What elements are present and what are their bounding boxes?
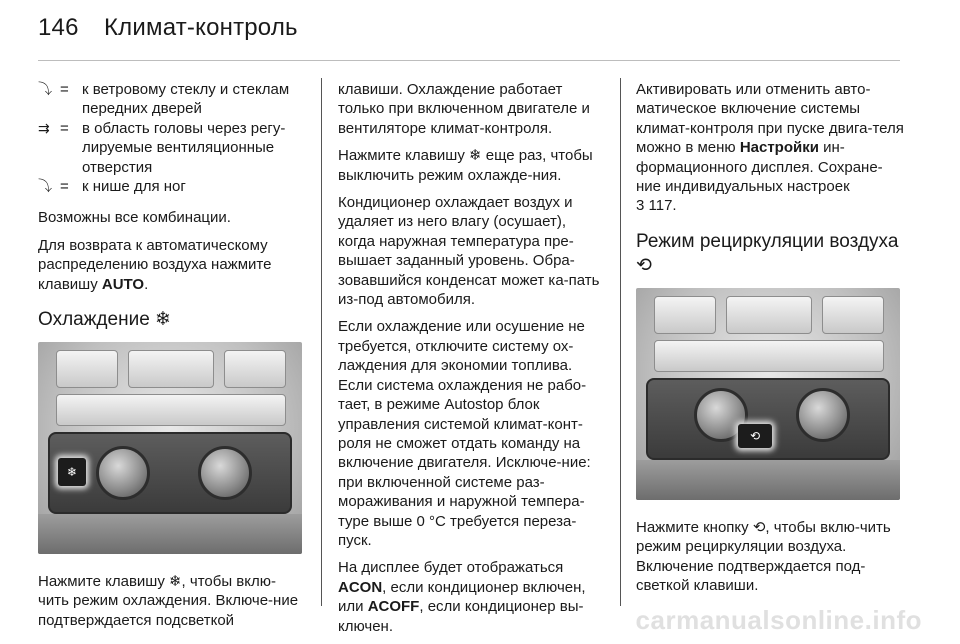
paragraph: Для возврата к автоматическому распределению воздуха нажмите клавишу AUTO.	[38, 236, 272, 293]
climate-panel-photo-recirculation	[636, 288, 900, 500]
caption: Нажмите кнопку ⟲, чтобы вклю-чить режим рециркуляции воздуха. Включение подтверждается под-светкой клавиши.	[636, 518, 891, 595]
snowflake-icon: ❄	[155, 309, 171, 331]
paragraph: клавиши. Охлаждение работает только при включенном двигателе и вентиляторе климат-контроля.	[338, 81, 590, 137]
header-rule	[38, 60, 900, 61]
paragraph: Возможны все комбинации.	[38, 209, 231, 227]
recirculation-icon: ⟲	[738, 424, 772, 448]
footwell-icon: ⤵	[38, 178, 52, 195]
section-heading-cooling: Охлаждение ❄	[38, 309, 171, 331]
column-divider-1	[321, 78, 322, 606]
column-3	[636, 80, 904, 603]
paragraph: Кондиционер охлаждает воздух и удаляет из него влагу (осушает), когда наружная температура пре-вышает заданный уровень. Обра-зовавшийся конденсат может ка-пать из-под автомобиля.	[338, 194, 600, 309]
def-head: ⇉ = в область головы через регу-лируемые вентиляционные отверстия	[38, 119, 286, 176]
paragraph: На дисплее будет отображаться ACON, если кондиционер включен, или ACOFF, если кондиционер вы-ключен.	[338, 559, 586, 635]
def-feet: ⤵ = к нише для ног	[38, 178, 186, 196]
def-windscreen: ⤵ = к ветровому стеклу и стеклам передних дверей	[38, 81, 290, 118]
section-heading-recirculation: Режим рециркуляции воздуха ⟲	[636, 230, 899, 276]
page-title: Климат-контроль	[104, 14, 298, 41]
page-header	[38, 14, 298, 42]
page-reference: 3 117.	[636, 197, 677, 215]
snowflake-icon: ❄	[58, 458, 86, 486]
paragraph: Активировать или отменить авто-матическое включение системы климат-контроля при пуске двига-теля можно в меню Настройки ин-формационного дисплея. Сохране-ние индивидуальных настроек 3 117.	[636, 81, 904, 215]
column-1	[38, 80, 304, 638]
column-2	[338, 80, 606, 644]
column-divider-2	[620, 78, 621, 606]
caption: Нажмите клавишу ❄, чтобы вклю-чить режим охлаждения. Включе-ние подтверждается подсветкой	[38, 573, 299, 629]
paragraph: Нажмите клавишу ❄ еще раз, чтобы выключить режим охлажде-ния.	[338, 147, 593, 184]
windscreen-icon: ⤵	[38, 81, 52, 97]
page-number: 146	[38, 14, 79, 41]
climate-panel-photo-cooling	[38, 342, 302, 554]
paragraph: Если охлаждение или осушение не требуется, отключите систему ох-лаждения для экономии топлива. Если система охлаждения не рабо-тает, в режиме Autostop блок управления системой климат-конт-роля не сможет отдать команду на включение двигателя. Исключе-ние: при включенной системе раз-мораживания и наружной темпера-туре выше 0 °C требуется переза-пуск.	[338, 318, 591, 549]
recirculation-icon: ⟲	[636, 254, 652, 276]
head-vent-icon: ⇉	[38, 119, 50, 136]
watermark: carmanualsonline.info	[635, 605, 922, 635]
